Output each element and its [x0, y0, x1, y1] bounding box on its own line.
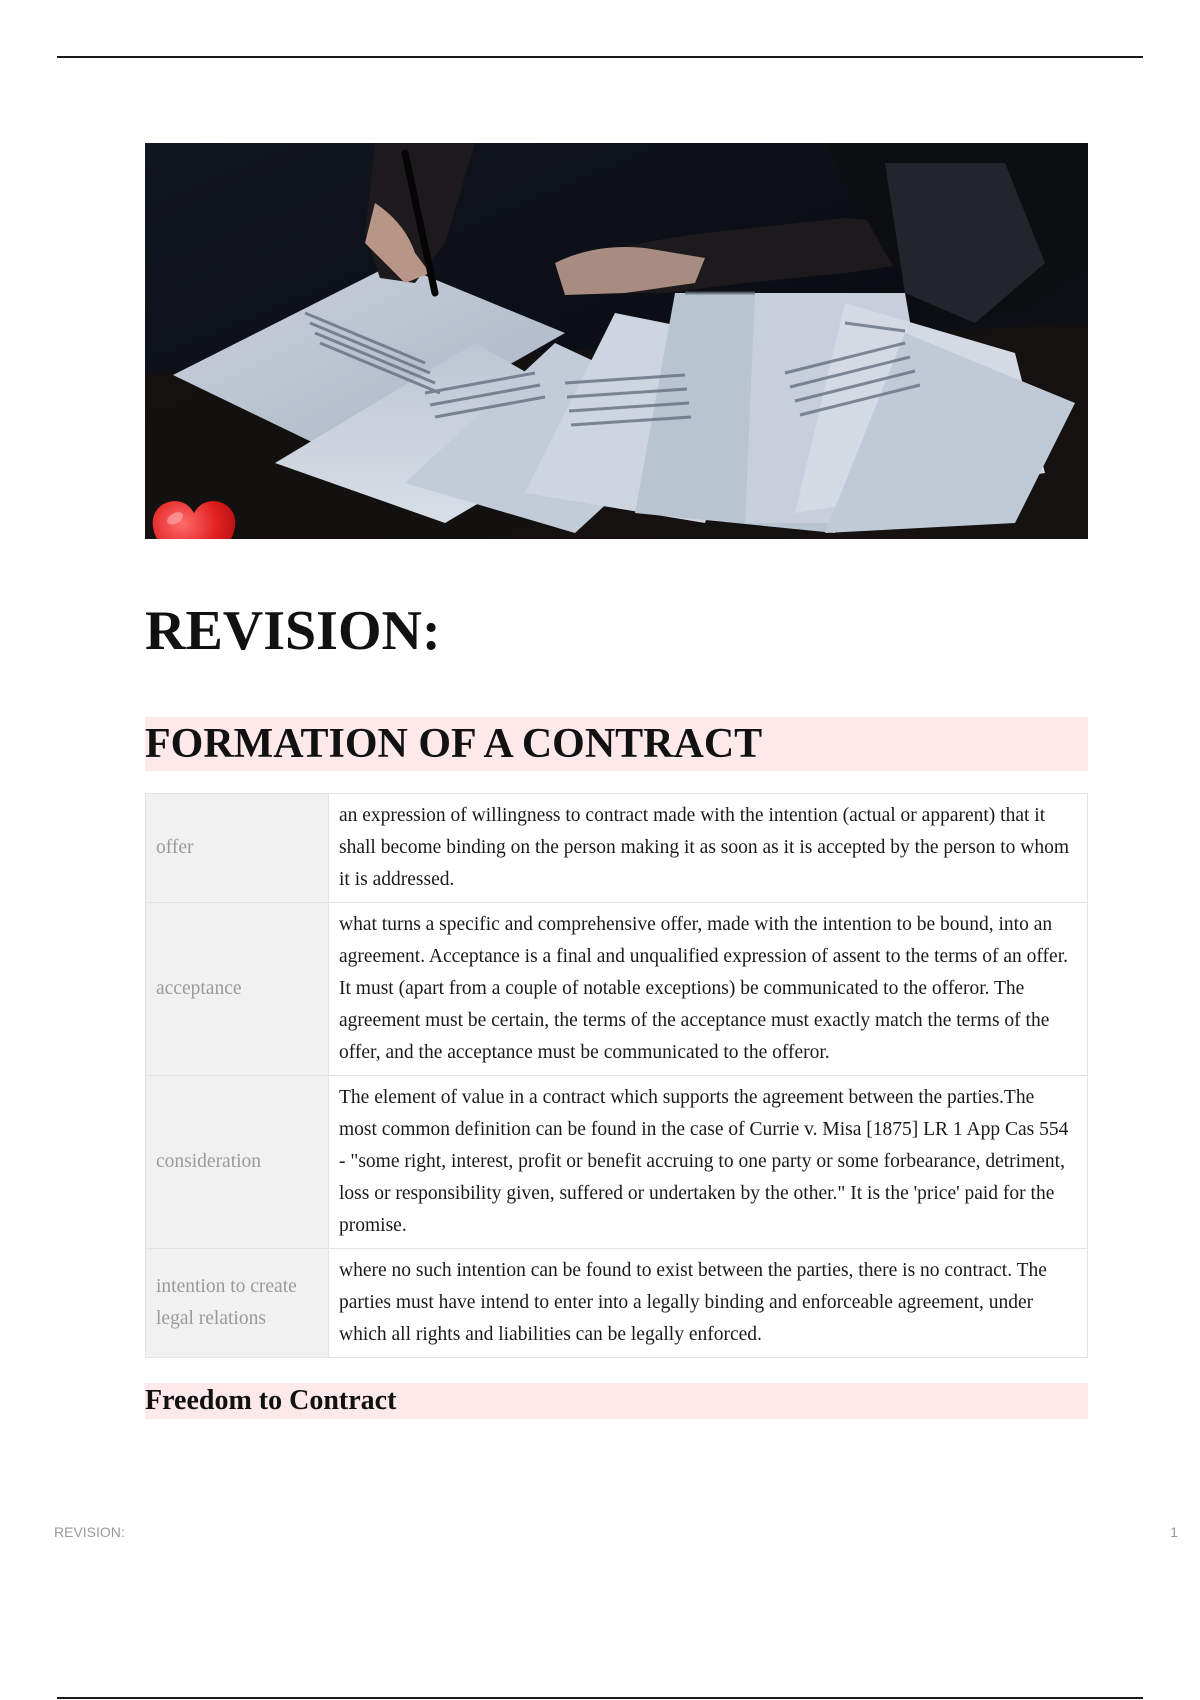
table-row [146, 1249, 1088, 1358]
table-row [146, 903, 1088, 1076]
cover-image [145, 143, 1088, 539]
table-row [146, 1076, 1088, 1249]
page-title: REVISION: [145, 600, 441, 662]
term-cell: intention to create legal relations [146, 1249, 329, 1358]
red-heart-icon [151, 499, 237, 539]
subsection-heading: Freedom to Contract [145, 1383, 1088, 1419]
footer-document-title: REVISION: [54, 1524, 125, 1540]
definitions-table [145, 793, 1088, 1358]
footer-rule [57, 1697, 1143, 1699]
table-row [146, 794, 1088, 903]
term-cell: acceptance [146, 903, 329, 1076]
definition-cell: what turns a specific and comprehensive offer, made with the intention to be bound, into an agreement. Acceptance is a final and unqualified expression of assent to the terms of an offer. It must (apart from a couple of notable exceptions) be communicated to the offeror. The agreement must be certain, the terms of the acceptance must exactly match the terms of the offer, and the acceptance must be communicated to the offeror. [329, 903, 1088, 1076]
definition-cell: where no such intention can be found to exist between the parties, there is no contract. The parties must have intend to enter into a legally binding and enforceable agreement, under which all rights and liabilities can be legally enforced. [329, 1249, 1088, 1358]
definition-cell: an expression of willingness to contract made with the intention (actual or apparent) that it shall become binding on the person making it as soon as it is accepted by the person to whom it is addressed. [329, 794, 1088, 903]
term-cell: offer [146, 794, 329, 903]
definition-cell: The element of value in a contract which supports the agreement between the parties.The most common definition can be found in the case of Currie v. Misa [1875] LR 1 App Cas 554 - "some right, interest, profit or benefit accruing to one party or some forbearance, detriment, loss or responsibility given, suffered or undertaken by the other." It is the 'price' paid for the promise. [329, 1076, 1088, 1249]
section-heading: FORMATION OF A CONTRACT [145, 717, 1088, 771]
cover-photo-desk-documents [145, 143, 1088, 539]
footer-page-number: 1 [1170, 1524, 1178, 1540]
page-content [145, 143, 1088, 1416]
term-cell: consideration [146, 1076, 329, 1249]
header-rule [57, 56, 1143, 58]
